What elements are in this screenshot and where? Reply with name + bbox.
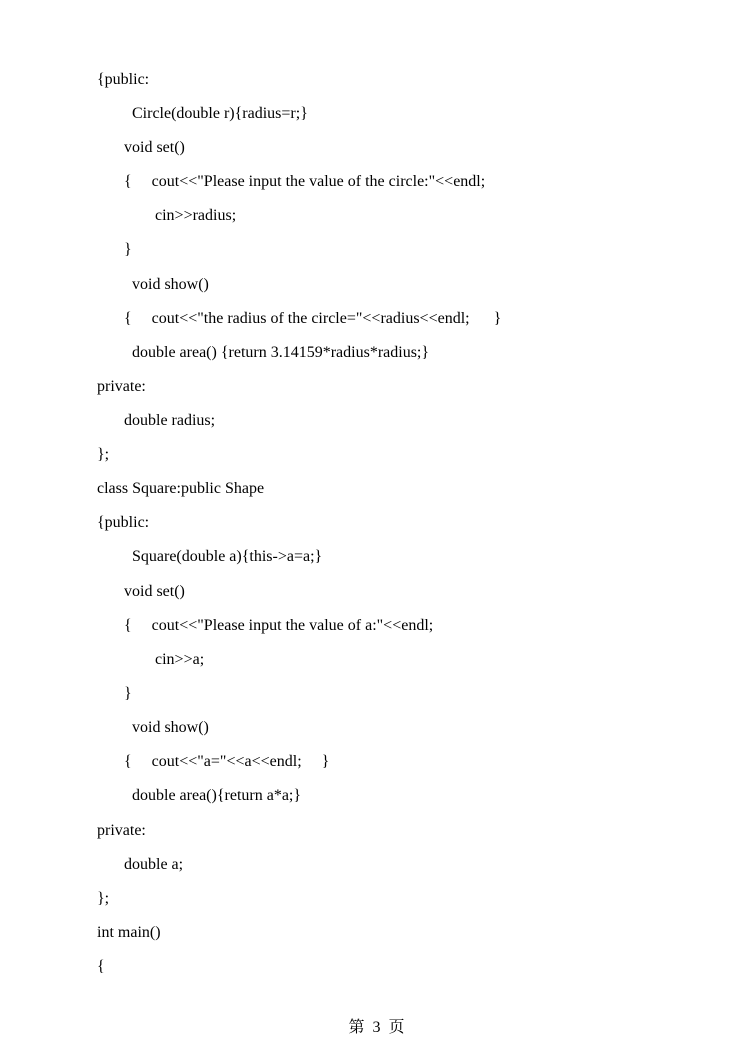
code-line: private: xyxy=(97,378,146,395)
code-line: private: xyxy=(97,822,146,839)
code-line: void set() xyxy=(124,139,185,156)
code-line: cin>>a; xyxy=(155,651,205,668)
code-line: { cout<<"the radius of the circle="<<radius<<endl; } xyxy=(124,310,502,327)
code-line: { cout<<"a="<<a<<endl; } xyxy=(124,753,330,770)
code-line: }; xyxy=(97,890,110,907)
code-line: { xyxy=(97,958,105,975)
code-line: double area(){return a*a;} xyxy=(132,787,302,804)
code-line: {public: xyxy=(97,71,150,88)
code-line: int main() xyxy=(97,924,161,941)
code-line: Square(double a){this->a=a;} xyxy=(132,548,323,565)
page-number-footer: 第 3 页 xyxy=(348,1019,405,1036)
code-line: double a; xyxy=(124,856,184,873)
code-line: double radius; xyxy=(124,412,216,429)
code-line: }; xyxy=(97,446,110,463)
code-line: { cout<<"Please input the value of a:"<<endl; xyxy=(124,617,434,634)
code-line: void set() xyxy=(124,583,185,600)
code-line: double area() {return 3.14159*radius*radius;} xyxy=(132,344,430,361)
code-line: class Square:public Shape xyxy=(97,480,265,497)
code-line: cin>>radius; xyxy=(155,207,237,224)
code-line: Circle(double r){radius=r;} xyxy=(132,105,308,122)
code-line: void show() xyxy=(132,276,209,293)
code-line: } xyxy=(124,685,132,702)
code-line: { cout<<"Please input the value of the circle:"<<endl; xyxy=(124,173,486,190)
code-line: void show() xyxy=(132,719,209,736)
code-line: } xyxy=(124,241,132,258)
code-line: {public: xyxy=(97,514,150,531)
